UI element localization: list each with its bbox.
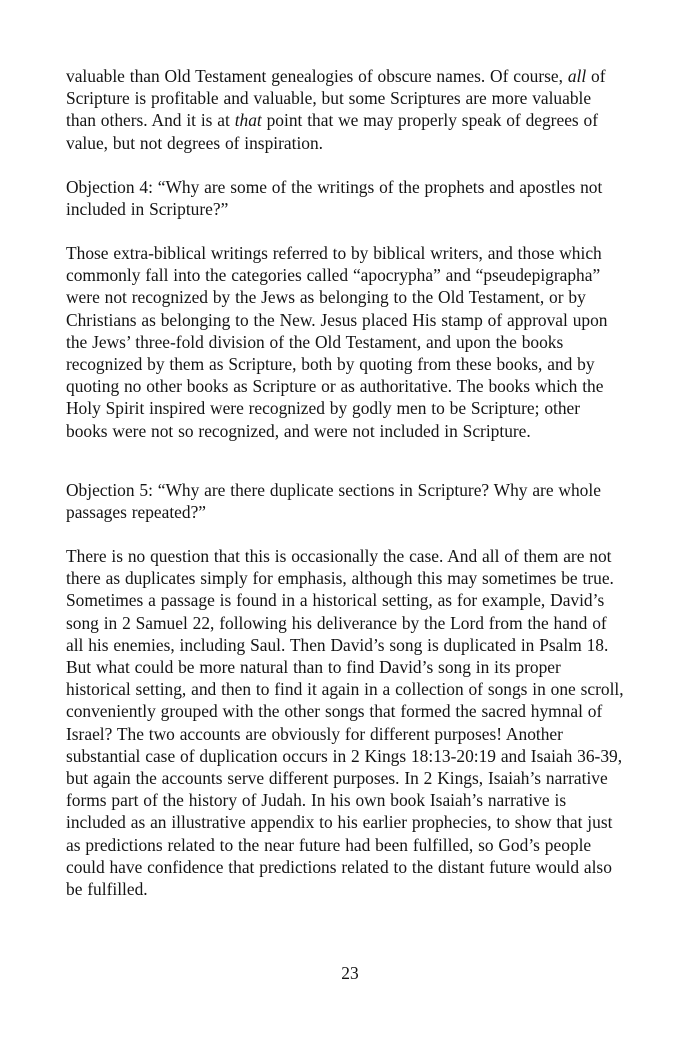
paragraph-duplicate-sections	[66, 545, 624, 900]
objection-4-heading	[66, 176, 624, 220]
page-number: 23	[341, 963, 359, 983]
text-segment: Objection 5: “Why are there duplicate sections in Scripture? Why are whole passages repeated?”	[66, 480, 601, 523]
objection-5-heading	[66, 479, 624, 523]
emphasis-all: all	[567, 66, 587, 86]
text-segment: There is no question that this is occasionally the case. And all of them are not there as duplicates simply for emphasis, although this may sometimes be true. Sometimes a passage is found in a historical setting, as for example, David’s song in 2 Samuel 22, following his deliverance by the Lord from the hand of all his enemies, including Saul. Then David’s song is duplicated in Psalm 18. But what could be more natural than to find David’s song in its proper historical setting, and then to find it again in a collection of songs in one scroll, conveniently grouped with the other songs that formed the sacred hymnal of Israel? The two accounts are obviously for different purposes! Another substantial case of duplication occurs in 2 Kings 18:13-20:19 and Isaiah 36-39, but again the accounts serve different purposes. In 2 Kings, Isaiah’s narrative forms part of the history of Judah. In his own book Isaiah’s narrative is included as an illustrative appendix to his earlier prophecies, to show that just as predictions related to the near future had been fulfilled, so God’s people could have confidence that predictions related to the distant future would also be fulfilled.	[66, 546, 624, 900]
paragraph-extra-biblical-writings	[66, 242, 624, 442]
text-segment: point that we may properly speak of degrees of value, but not degrees of inspiration.	[66, 110, 599, 153]
emphasis-that: that	[234, 110, 262, 131]
text-segment: Those extra-biblical writings referred to by biblical writers, and those which commonly fall into the categories called “apocrypha” and “pseudepigrapha” were not recognized by the Jews as belonging to the Old Testament, or by Christians as belonging to the New. Jesus placed His stamp of approval upon the Jews’ three-fold division of the Old Testament, and upon the books recognized by them as Scripture, both by quoting from these books, and by quoting no other books as Scripture or as authoritative. The books which the Holy Spirit inspired were recognized by godly men to be Scripture; other books were not so recognized, and were not included in Scripture.	[66, 243, 608, 441]
text-segment: valuable than Old Testament genealogies of obscure names. Of course,	[66, 66, 568, 86]
text-segment: Objection 4: “Why are some of the writings of the prophets and apostles not included in Scripture?”	[66, 177, 603, 220]
paragraph-value-of-scripture	[66, 65, 624, 154]
text-segment: of Scripture is profitable and valuable, but some Scriptures are more valuable than others. And it is at	[66, 66, 606, 131]
